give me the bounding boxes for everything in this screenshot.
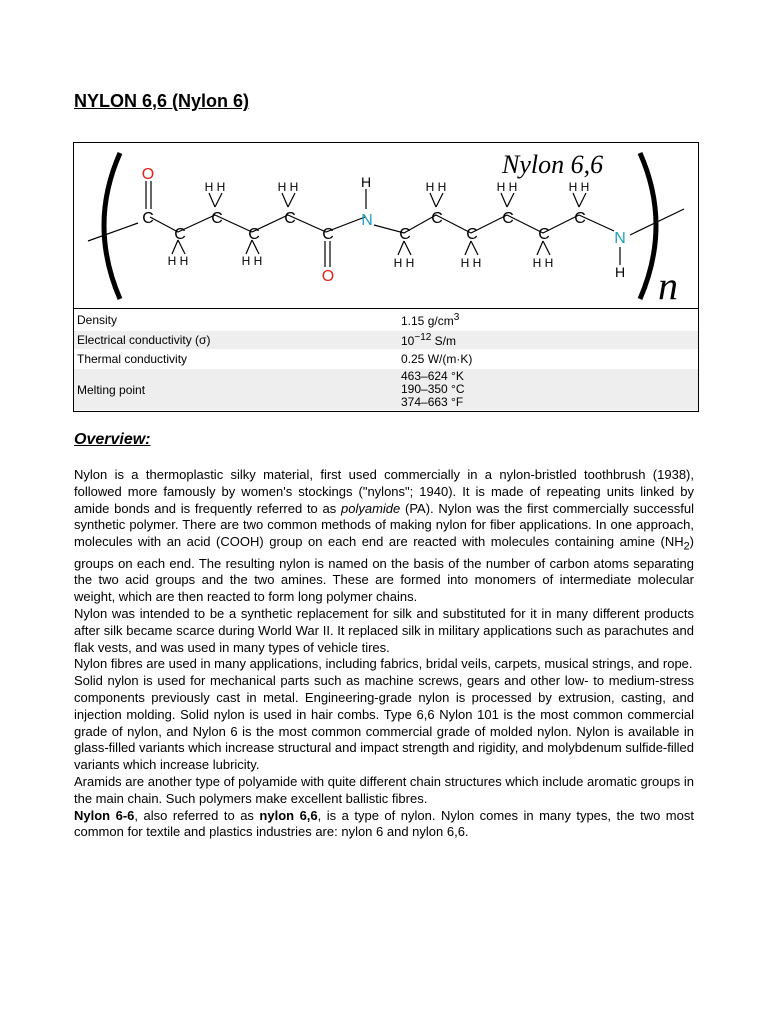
table-row xyxy=(74,351,698,367)
repeat-n-subscript: n xyxy=(658,263,678,308)
carbon-atom: C xyxy=(284,210,296,227)
property-name: Thermal conductivity xyxy=(77,352,188,366)
carbon-atom: C xyxy=(574,210,586,227)
page-title: NYLON 6,6 (Nylon 6) xyxy=(74,91,250,111)
paragraph: Solid nylon is used for mechanical parts such as machine screws, gears and other low- to medium-stress components previously cast in metal. Engineering-grade nylon is processed by extrusion, casting, and injection molding. Solid nylon is used in hair combs. Type 6,6 Nylon 101 is the most common commercial grade of nylon, and Nylon 6 is the most common commercial grade of molded nylon. Nylon is available in glass-filled variants which increase structural and impact strength and rigidity, and molybdenum sulfide-filled variants which increase lubricity. xyxy=(74,673,694,773)
property-name: Density xyxy=(77,313,118,327)
carbon-atom: C xyxy=(538,226,550,243)
property-value: $10^{-12}$ S/m xyxy=(398,331,698,349)
carbon-atom: C xyxy=(322,226,334,243)
hydrogen-pair: H H xyxy=(532,256,554,270)
table-row xyxy=(74,369,698,410)
paragraph: Nylon fibres are used in many applications, including fabrics, bridal veils, carpets, musical strings, and rope. xyxy=(74,656,693,672)
hydrogen-atom: H xyxy=(614,264,626,280)
left-bracket xyxy=(104,153,120,299)
hydrogen-pair: H H xyxy=(425,180,447,194)
hydrogen-pair: H H xyxy=(204,180,226,194)
carbon-atom: C xyxy=(466,226,478,243)
paragraph: Nylon 6-6, also referred to as nylon 6,6, is a type of nylon. Nylon comes in many types, the two most common for textile and plastics industries are: nylon 6 and nylon 6,6. xyxy=(74,807,694,840)
hydrogen-atom: H xyxy=(360,174,372,190)
carbon-atom: C xyxy=(502,210,514,227)
carbon-atom: C xyxy=(142,210,154,227)
nylon-structure-diagram xyxy=(74,143,698,308)
hydrogen-pair: H H xyxy=(460,256,482,270)
paragraph: Aramids are another type of polyamide with quite different chain structures which include aromatic groups in the main chain. Such polymers make excellent ballistic fibres. xyxy=(74,773,694,806)
oxygen-atom-bottom: O xyxy=(321,268,335,285)
property-name: Electrical conductivity (σ) xyxy=(74,331,398,349)
nitrogen-atom: N xyxy=(614,230,626,247)
hydrogen-pair: H H xyxy=(568,180,590,194)
property-value: 0.25 W/(m·K) xyxy=(401,352,473,366)
table-row xyxy=(74,311,698,329)
carbon-atom: C xyxy=(211,210,223,227)
hydrogen-pair: H H xyxy=(393,256,415,270)
hydrogen-pair: H H xyxy=(241,254,263,268)
carbon-atom: C xyxy=(174,226,186,243)
property-value: 1.15 $g/cm^3$ xyxy=(401,312,460,328)
table-row xyxy=(74,331,698,349)
carbon-atom: C xyxy=(248,226,260,243)
nylon-6-6-label: Nylon 6,6 xyxy=(502,150,604,179)
oxygen-atom-top: O xyxy=(141,166,155,183)
paragraph: Nylon is a thermoplastic silky material, first used commercially in a nylon-bristled toothbrush (1938), followed more famously by women's stockings ("nylons"; 1940). It is made of repeating units linked by amide bonds and is frequently referred to as polyamide (PA). Nylon was the first commercially successful synthetic polymer. There are two common methods of making nylon for fiber applications. In one approach, molecules with an acid (COOH) group on each end are reacted with molecules containing amine $(NH_2)$ groups on each end. The resulting nylon is named on the basis of the number of carbon atoms separating the two acid groups and the two amines. These are formed into monomers of intermediate molecular weight, which are then reacted to form long polymer chains. xyxy=(74,467,694,605)
property-name: Melting point xyxy=(74,369,398,410)
carbon-atom: C xyxy=(431,210,443,227)
hydrogen-pair: H H xyxy=(167,254,189,268)
properties-table xyxy=(74,308,698,412)
nitrogen-atom: N xyxy=(361,212,373,229)
nylon-figure xyxy=(73,142,699,412)
property-value: 463–624 °K 190–350 °C 374–663 °F xyxy=(398,369,698,410)
hydrogen-pair: H H xyxy=(496,180,518,194)
body-text xyxy=(74,467,694,841)
paragraph: Nylon was intended to be a synthetic replacement for silk and substituted for it in many different products after silk became scarce during World War II. It replaced silk in military applications such as parachutes and flak vests, and was used in many types of vehicle tires. xyxy=(74,605,694,655)
hydrogen-pair: H H xyxy=(277,180,299,194)
overview-heading: Overview: xyxy=(74,431,151,448)
carbon-atom: C xyxy=(399,226,411,243)
